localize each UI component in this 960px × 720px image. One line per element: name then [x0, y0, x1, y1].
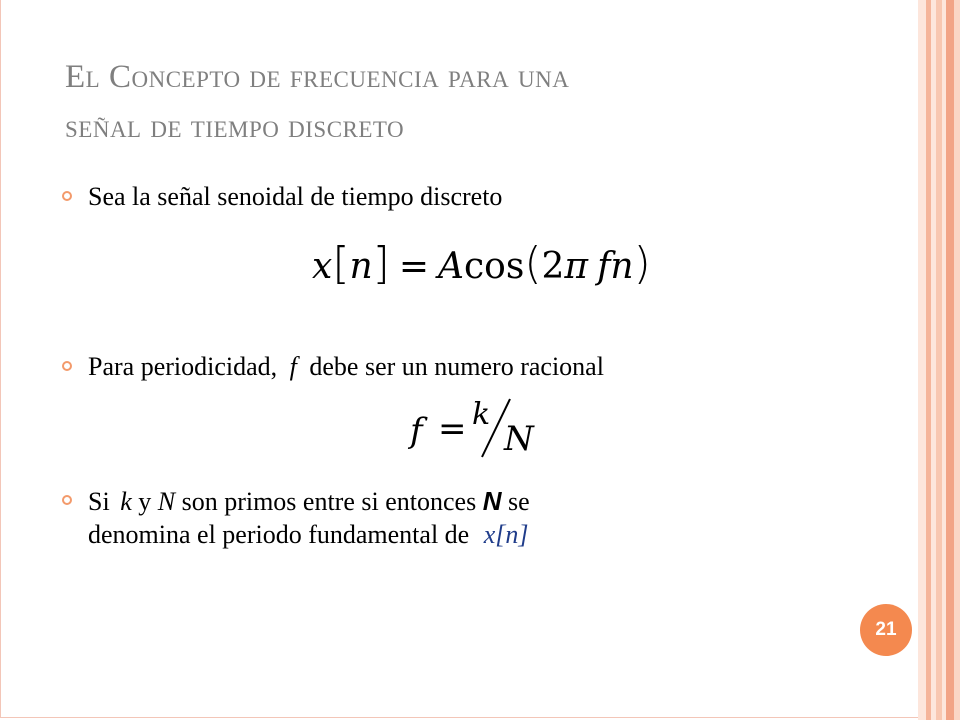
eq1-two: 2: [541, 246, 565, 287]
bullet-ring-icon: [62, 361, 72, 371]
eq1-A: A: [438, 246, 465, 287]
bullet-3-var-N-bold: N: [482, 486, 502, 516]
bullet-2-var-f: f: [289, 352, 297, 381]
bullet-3-line-2-text: denomina el periodo fundamental de: [88, 520, 470, 549]
bullet-2-text-before: Para periodicidad,: [88, 352, 278, 381]
bullet-3-se: se: [507, 487, 530, 516]
bullet-3-si: Si: [88, 487, 110, 516]
bullet-1-text: Sea la señal senoidal de tiempo discreto: [88, 182, 503, 211]
slide-number-badge: [860, 604, 912, 656]
title-line-1: El Concepto de frecuencia para una: [65, 59, 570, 95]
bullet-2-text-after: debe ser un numero racional: [309, 352, 604, 381]
eq1-pi: π: [564, 246, 589, 287]
title-line-2: señal de tiempo discreto: [65, 109, 405, 145]
eq1-cos: cos: [464, 246, 525, 287]
eq2-denominator-N: N: [504, 419, 534, 459]
bullet-3-var-k: k: [120, 487, 132, 516]
eq2-equals: =: [438, 409, 467, 449]
eq1-rparen: ): [633, 238, 651, 289]
bullet-3-y: y: [138, 487, 152, 516]
eq1-rbracket: ]: [372, 238, 390, 289]
eq1-lbracket: [: [332, 238, 350, 289]
slide-title: [65, 52, 895, 152]
bullet-ring-icon: [62, 191, 72, 201]
bullet-2-text: [88, 350, 604, 384]
eq1-f: f: [597, 246, 611, 287]
bullet-3-line-1: [88, 484, 530, 519]
eq1-x: x: [312, 246, 333, 287]
bullet-3-var-N: N: [157, 487, 176, 516]
eq1-lparen: (: [524, 238, 542, 289]
eq1-n2: n: [610, 246, 634, 287]
bullet-3-text-mid: son primos entre si entonces: [181, 487, 477, 516]
eq1-n: n: [349, 246, 373, 287]
bullet-ring-icon: [62, 495, 72, 505]
eq2-numerator-k: k: [472, 397, 491, 432]
eq1-equals: =: [398, 246, 430, 287]
bullet-3-xn: x[n]: [483, 520, 529, 549]
eq2-f: f: [410, 411, 423, 451]
bullet-3-line-2: [88, 518, 528, 552]
slide-number: 21: [875, 619, 897, 640]
equation-fraction: [410, 395, 550, 465]
equation-sinusoid: [312, 238, 651, 289]
